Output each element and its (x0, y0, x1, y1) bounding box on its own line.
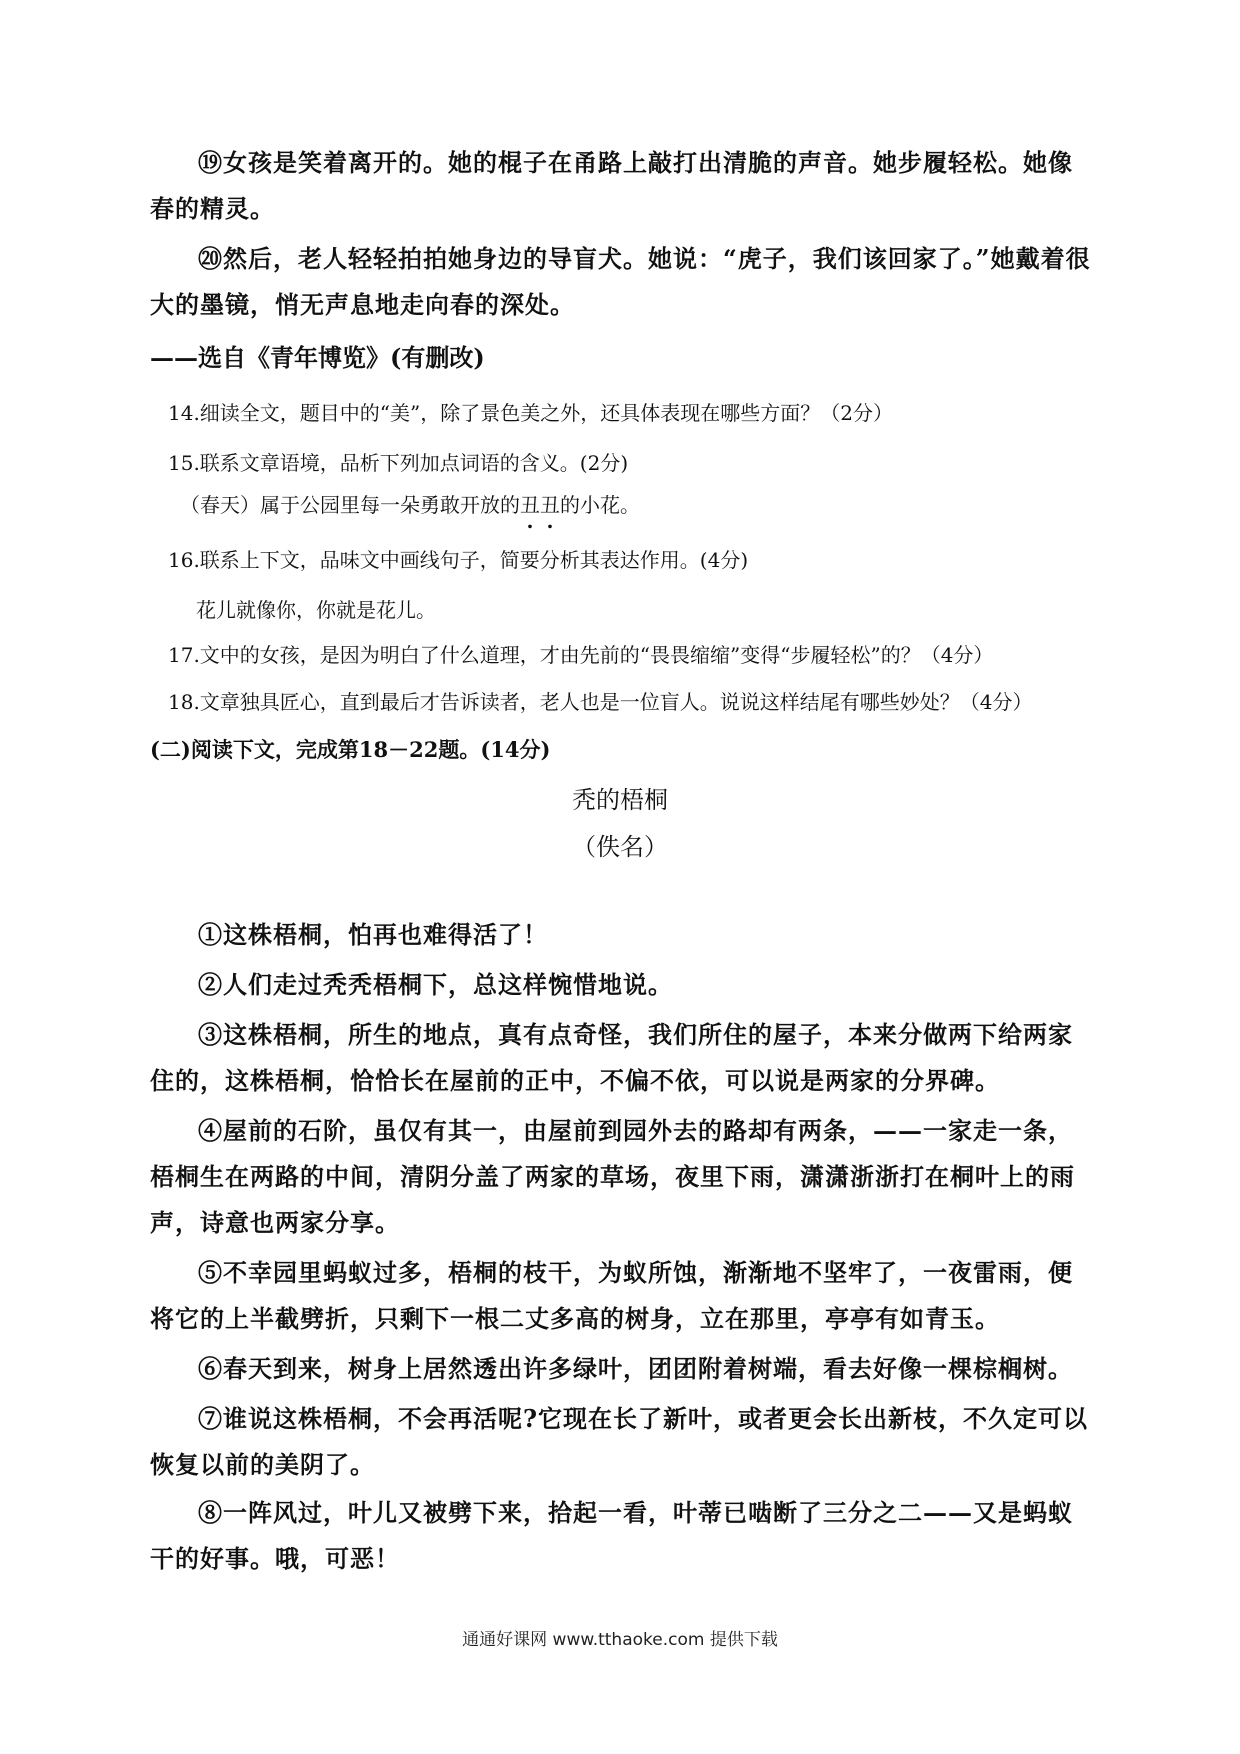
section-heading: (二)阅读下文，完成第18－22题。(14分) (150, 737, 551, 762)
page-footer: 通通好课网 www.tthaoke.com 提供下载 (462, 1630, 778, 1650)
article-paragraph-4: ④屋前的石阶，虽仅有其一，由屋前到园外去的路却有两条，——一家走一条，梧桐生在两路的中间，清阴分盖了两家的草场，夜里下雨，潇潇浙浙打在桐叶上的雨声，诗意也两家分享。 (150, 1116, 1075, 1237)
quote-text-before: （春天）属于公园里每一朵勇敢开放的 (180, 493, 520, 517)
article-paragraph-5: ⑤不幸园里蚂蚁过多，梧桐的枝干，为蚁所蚀，渐渐地不坚牢了，一夜雷雨，便将它的上半截劈折，只剩下一根二丈多高的树身，立在那里，亭亭有如青玉。 (150, 1258, 1073, 1333)
dotted-char: 丑 (540, 493, 560, 517)
question-15: 15.联系文章语境，品析下列加点词语的含义。(2分) (168, 451, 629, 475)
article-paragraph-8: ⑧一阵风过，叶儿又被劈下来，拾起一看，叶蒂已啮断了三分之二——又是蚂蚁干的好事。哦，可恶！ (150, 1498, 1073, 1573)
dotted-char: 丑 (520, 493, 540, 517)
article-paragraph-3: ③这株梧桐，所生的地点，真有点奇怪，我们所住的屋子，本来分做两下给两家住的，这株梧桐，恰恰长在屋前的正中，不偏不依，可以说是两家的分界碑。 (150, 1020, 1073, 1095)
paragraph-20: ⑳然后，老人轻轻拍拍她身边的导盲犬。她说：“虎子，我们该回家了。”她戴着很大的墨镜，悄无声息地走向春的深处。 (150, 244, 1091, 319)
article-paragraph-7: ⑦谁说这株梧桐，不会再活呢?它现在长了新叶，或者更会长出新枝，不久定可以恢复以前的美阴了。 (150, 1404, 1089, 1479)
article-title: 秃的梧桐 (572, 786, 668, 814)
question-18: 18.文章独具匠心，直到最后才告诉读者，老人也是一位盲人。说说这样结尾有哪些妙处？（4分） (168, 690, 1033, 714)
question-15-quote (180, 490, 1120, 520)
passage-source: ——选自《青年博览》(有删改) (150, 343, 485, 372)
question-16: 16.联系上下文，品味文中画线句子，简要分析其表达作用。(4分) (168, 548, 749, 572)
paragraph-19: ⑲女孩是笑着离开的。她的棍子在甬路上敲打出清脆的声音。她步履轻松。她像春的精灵。 (150, 148, 1073, 223)
article-paragraph-6: ⑥春天到来，树身上居然透出许多绿叶，团团附着树端，看去好像一棵棕榈树。 (198, 1354, 1073, 1383)
quote-text-after: 的小花。 (560, 493, 640, 517)
article-paragraph-2: ②人们走过秃秃梧桐下，总这样惋惜地说。 (198, 970, 673, 999)
question-17: 17.文中的女孩，是因为明白了什么道理，才由先前的“畏畏缩缩”变得“步履轻松”的？（4分） (168, 643, 994, 667)
question-14: 14.细读全文，题目中的“美”，除了景色美之外，还具体表现在哪些方面？（2分） (168, 401, 893, 425)
article-paragraph-1: ①这株梧桐，怕再也难得活了！ (198, 920, 548, 949)
article-author: （佚名） (572, 833, 668, 861)
question-16-quote: 花儿就像你，你就是花儿。 (196, 598, 436, 622)
